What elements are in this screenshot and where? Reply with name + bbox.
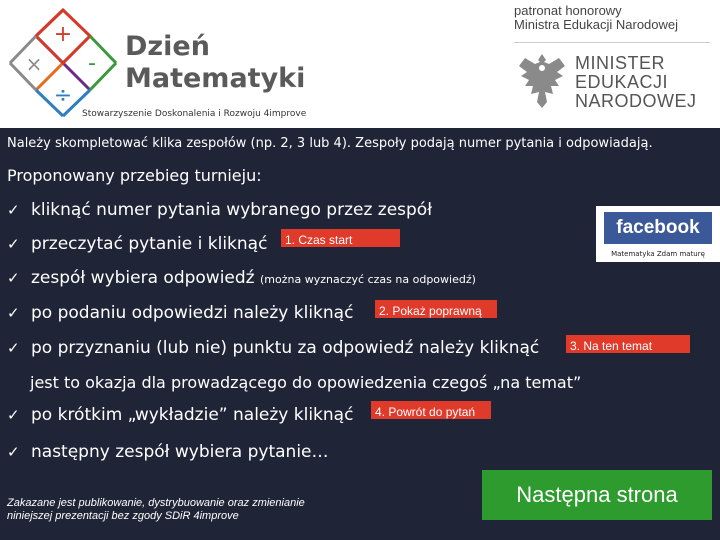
minister-text (575, 54, 697, 111)
divide-symbol: ÷ (53, 83, 73, 108)
page-title (125, 31, 305, 95)
title-line-2: Matematyki (125, 63, 306, 94)
minister-logo (515, 50, 715, 120)
list-item-text: następny zespół wybiera pytanie… (31, 442, 329, 462)
list-item (7, 303, 353, 323)
main-panel (0, 128, 720, 540)
list-item (7, 405, 353, 425)
copyright-notice (7, 497, 347, 523)
topic-note: jest to okazja dla prowadzącego do opowiedzenia czegoś „na temat” (30, 373, 582, 392)
header (0, 0, 720, 128)
patronat-line-2: Ministra Edukacji Narodowej (514, 17, 679, 32)
plus-symbol: + (53, 22, 73, 47)
check-icon: ✓ (7, 406, 20, 424)
check-icon: ✓ (7, 443, 20, 461)
facebook-caption: Matematyka Zdam maturę (611, 250, 705, 258)
copyright-line-1: Zakazane jest publikowanie, dystrybuowanie oraz zmienianie (7, 497, 305, 509)
math-diamond-logo (8, 8, 118, 118)
facebook-link[interactable]: facebook (604, 212, 712, 244)
list-item (7, 200, 432, 220)
title-line-1: Dzień (125, 31, 210, 62)
list-item (7, 234, 267, 254)
list-item-text: po podaniu odpowiedzi należy kliknąć (31, 303, 354, 323)
check-icon: ✓ (7, 304, 20, 322)
list-item-text: przeczytać pytanie i kliknąć (31, 234, 268, 254)
list-item-text: zespół wybiera odpowiedź (31, 268, 255, 288)
check-icon: ✓ (7, 339, 20, 357)
next-page-button[interactable]: Następna strona (482, 470, 712, 520)
minister-line-1: MINISTER (575, 53, 666, 73)
time-note: (można wyznaczyć czas na odpowiedź) (260, 273, 476, 286)
on-topic-button[interactable]: 3. Na ten temat (566, 335, 690, 353)
patronat-line-1: patronat honorowy (514, 3, 622, 18)
times-symbol: × (25, 52, 43, 76)
check-icon: ✓ (7, 235, 20, 253)
check-icon: ✓ (7, 201, 20, 219)
copyright-line-2: niniejszej prezentacji bez zgody SDiR 4improve (7, 510, 239, 522)
patronat-divider (514, 42, 710, 43)
check-icon: ✓ (7, 269, 20, 287)
facebook-badge (596, 206, 720, 262)
intro-text: Należy skompletować klika zespołów (np. 2, 3 lub 4). Zespoły podają numer pytania i odpowiadają. (7, 136, 653, 151)
list-item-text: po przyznaniu (lub nie) punktu za odpowiedź należy kliknąć (31, 338, 540, 358)
minister-line-2: EDUKACJI (575, 72, 669, 92)
minus-symbol: - (88, 51, 96, 76)
list-item (7, 338, 539, 358)
list-item (7, 268, 476, 288)
list-item-text: po krótkim „wykładzie” należy kliknąć (31, 405, 354, 425)
back-to-questions-button[interactable]: 4. Powrót do pytań (371, 401, 491, 419)
association-name: Stowarzyszenie Doskonalenia i Rozwoju 4improve (82, 109, 307, 119)
minister-line-3: NARODOWEJ (575, 91, 697, 111)
patronat-text (514, 4, 714, 32)
eagle-emblem-icon (515, 50, 569, 112)
list-item (7, 442, 329, 462)
show-correct-button[interactable]: 2. Pokaż poprawną (375, 300, 497, 318)
list-item-text: kliknąć numer pytania wybranego przez zespół (31, 200, 433, 220)
time-start-button[interactable]: 1. Czas start (281, 229, 400, 247)
subtitle: Proponowany przebieg turnieju: (7, 166, 262, 185)
